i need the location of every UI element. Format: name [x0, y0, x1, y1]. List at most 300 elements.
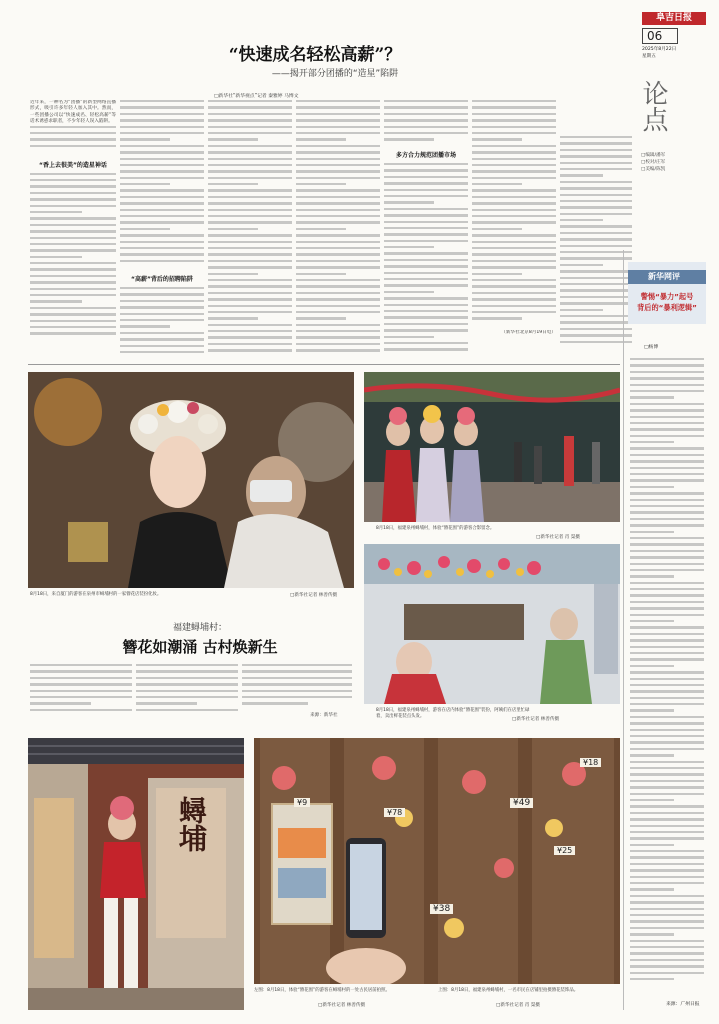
- text-line: [630, 914, 704, 916]
- text-line: [120, 319, 204, 321]
- text-line: [30, 173, 116, 175]
- text-line: [384, 284, 468, 286]
- photo-group-souvenir: [364, 372, 620, 522]
- price-tag: ¥38: [430, 904, 453, 914]
- text-line: [472, 209, 556, 211]
- photo-2-caption: 8月18日，福建泉州蟳埔村，体验“簪花围”的游客合影留念。: [376, 526, 495, 531]
- text-line: [296, 100, 380, 102]
- text-line: [120, 247, 204, 249]
- text-line: [120, 260, 204, 262]
- text-line: [630, 799, 674, 801]
- text-line: [472, 177, 556, 179]
- main-byline: □新华社“新华视点”记者 秦雅婷 马博文: [214, 94, 299, 99]
- text-line: [296, 234, 380, 236]
- page-number-box: [642, 28, 678, 44]
- text-line: [120, 241, 204, 243]
- text-line: [296, 285, 380, 287]
- text-line: [296, 158, 380, 160]
- text-line: [630, 697, 704, 699]
- text-line: [630, 793, 704, 795]
- article-lead: 近年来，一种名为“团播”的新型网络直播形式，吸引许多年轻人加入其中。然而，一些团播公司以“快速成名、轻松高薪”等话术诱惑求职者，不少年轻人误入陷阱。: [30, 100, 116, 125]
- article-column-6: [472, 100, 556, 356]
- text-line: [296, 164, 380, 166]
- text-line: [296, 209, 380, 211]
- text-line: [208, 305, 292, 307]
- text-line: [560, 257, 632, 259]
- article-column-3: [208, 100, 292, 356]
- text-line: [560, 296, 632, 298]
- text-line: [384, 336, 434, 338]
- text-line: [208, 266, 292, 268]
- text-line: [30, 709, 132, 711]
- text-line: [630, 972, 704, 974]
- text-line: [120, 345, 204, 347]
- text-line: [296, 177, 380, 179]
- text-line: [384, 329, 468, 331]
- text-line: [630, 588, 704, 590]
- text-line: [560, 321, 632, 323]
- text-line: [384, 195, 468, 197]
- text-line: [560, 283, 632, 285]
- text-line: [630, 479, 704, 481]
- text-line: [296, 221, 380, 223]
- text-line: [30, 320, 116, 322]
- section-title: 论点: [638, 80, 668, 132]
- text-line: [120, 138, 170, 140]
- text-line: [208, 100, 292, 102]
- text-line: [630, 403, 704, 405]
- text-line: [30, 237, 116, 239]
- text-line: [472, 100, 556, 102]
- text-line: [560, 232, 632, 234]
- text-line: [560, 181, 632, 183]
- photo-story-column-1: [30, 664, 132, 720]
- text-line: [630, 582, 704, 584]
- price-tag: ¥25: [554, 846, 575, 855]
- text-line: [242, 683, 352, 685]
- text-line: [30, 281, 116, 283]
- text-line: [30, 313, 116, 315]
- text-line: [630, 447, 704, 449]
- text-line: [630, 473, 704, 475]
- text-line: [472, 221, 556, 223]
- photo-shop-scene: [364, 544, 620, 704]
- text-line: [208, 273, 258, 275]
- text-line: [120, 106, 204, 108]
- text-line: [630, 908, 704, 910]
- text-line: [630, 946, 704, 948]
- text-line: [384, 113, 468, 115]
- text-line: [296, 279, 380, 281]
- text-line: [630, 735, 704, 737]
- text-line: [630, 837, 704, 839]
- text-line: [30, 307, 116, 309]
- text-line: [472, 151, 556, 153]
- text-lines: [30, 664, 132, 720]
- text-line: [384, 342, 468, 344]
- text-line: [630, 428, 704, 430]
- text-line: [630, 601, 704, 603]
- text-line: [560, 162, 632, 164]
- article-closing-note: （新华社北京8月19日电）: [501, 330, 556, 335]
- photo-flower-makeup: [28, 372, 354, 588]
- text-line: [630, 658, 704, 660]
- text-line: [296, 330, 380, 332]
- text-line: [296, 260, 380, 262]
- photo-1-credit: □新华社记者 林善传摄: [290, 593, 338, 598]
- text-line: [120, 183, 170, 185]
- text-line: [30, 138, 116, 140]
- text-line: [30, 288, 116, 290]
- text-line: [384, 246, 434, 248]
- text-line: [208, 343, 292, 345]
- text-lines: [208, 100, 292, 356]
- text-line: [630, 952, 704, 954]
- text-line: [560, 334, 632, 336]
- text-line: [208, 158, 292, 160]
- text-line: [120, 293, 204, 295]
- text-line: [472, 279, 556, 281]
- text-line: [472, 311, 556, 313]
- text-line: [296, 196, 380, 198]
- text-line: [472, 106, 556, 108]
- text-line: [208, 177, 292, 179]
- text-line: [630, 396, 674, 398]
- issue-date: 2025年8月22日: [642, 47, 677, 52]
- photo-story-headline: 簪花如潮涌 古村焕新生: [122, 638, 278, 656]
- text-line: [136, 670, 238, 672]
- text-line: [630, 767, 704, 769]
- text-line: [384, 240, 468, 242]
- text-line: [384, 100, 468, 102]
- text-line: [208, 106, 292, 108]
- text-line: [472, 260, 556, 262]
- text-line: [472, 170, 556, 172]
- text-line: [630, 716, 704, 718]
- text-line: [296, 247, 380, 249]
- text-line: [30, 677, 132, 679]
- text-line: [630, 563, 704, 565]
- text-line: [30, 205, 116, 207]
- article-column-4: [296, 100, 380, 356]
- text-line: [208, 253, 292, 255]
- text-line: [208, 349, 292, 351]
- text-line: [120, 119, 204, 121]
- text-line: [384, 233, 468, 235]
- text-line: [630, 646, 704, 648]
- text-line: [630, 607, 704, 609]
- text-line: [30, 702, 91, 704]
- text-line: [384, 272, 468, 274]
- text-line: [120, 196, 204, 198]
- text-line: [630, 920, 704, 922]
- photo-story-column-2: [136, 664, 238, 720]
- text-line: [630, 684, 704, 686]
- text-line: [30, 294, 116, 296]
- text-line: [120, 228, 170, 230]
- text-line: [384, 316, 468, 318]
- text-line: [630, 959, 704, 961]
- paper-name: 阜吉日报: [642, 12, 706, 25]
- text-line: [30, 275, 116, 277]
- text-line: [30, 262, 116, 264]
- text-line: [120, 300, 204, 302]
- text-line: [560, 309, 603, 311]
- photo-group-scene: [364, 372, 620, 522]
- text-line: [384, 201, 434, 203]
- text-line: [630, 416, 704, 418]
- proofreader-credit: □校对/庄军: [641, 160, 666, 165]
- text-line: [296, 266, 380, 268]
- text-line: [472, 292, 556, 294]
- photo-old-house: [28, 738, 244, 1010]
- text-line: [208, 330, 292, 332]
- text-line: [630, 895, 704, 897]
- text-lines: [242, 664, 352, 712]
- text-line: [208, 285, 292, 287]
- text-line: [296, 324, 380, 326]
- text-line: [630, 492, 704, 494]
- text-line: [630, 460, 704, 462]
- text-line: [208, 170, 292, 172]
- text-line: [630, 537, 704, 539]
- text-line: [630, 499, 704, 501]
- text-line: [630, 825, 704, 827]
- text-line: [296, 202, 380, 204]
- text-line: [472, 138, 522, 140]
- text-line: [296, 215, 380, 217]
- text-line: [560, 341, 632, 343]
- text-lines: [472, 100, 556, 330]
- text-line: [560, 270, 632, 272]
- text-line: [296, 253, 380, 255]
- text-line: [296, 138, 346, 140]
- text-line: [30, 326, 116, 328]
- text-line: [208, 183, 258, 185]
- text-line: [30, 249, 116, 251]
- text-line: [472, 273, 522, 275]
- side-column-author: □杨博: [644, 345, 659, 350]
- text-line: [630, 780, 704, 782]
- text-line: [384, 278, 468, 280]
- text-line: [296, 119, 380, 121]
- text-line: [384, 138, 434, 140]
- article-column-1: [30, 100, 116, 356]
- text-lines: [120, 100, 204, 270]
- text-line: [30, 300, 82, 302]
- photo-5-credit: □新华社记者 肖 渠摄: [496, 1003, 541, 1008]
- text-line: [630, 626, 704, 628]
- text-line: [384, 265, 468, 267]
- text-line: [296, 113, 380, 115]
- text-line: [630, 812, 704, 814]
- text-line: [630, 786, 704, 788]
- text-line: [560, 142, 632, 144]
- text-line: [630, 761, 704, 763]
- text-line: [30, 243, 116, 245]
- text-line: [630, 729, 704, 731]
- text-line: [630, 665, 674, 667]
- text-line: [296, 317, 346, 319]
- text-line: [208, 209, 292, 211]
- text-line: [208, 119, 292, 121]
- text-line: [136, 696, 238, 698]
- text-line: [296, 273, 346, 275]
- side-column-body: [630, 358, 704, 990]
- text-line: [242, 696, 352, 698]
- text-lines: [384, 163, 468, 356]
- text-line: [384, 259, 468, 261]
- text-line: [242, 690, 352, 692]
- issue-weekday: 星期五: [642, 54, 656, 59]
- text-line: [560, 136, 632, 138]
- text-line: [120, 234, 204, 236]
- text-line: [136, 709, 238, 711]
- text-line: [630, 441, 674, 443]
- article-column-7: [560, 136, 632, 348]
- text-line: [120, 170, 204, 172]
- photo-1-caption: 8月18日，来自厦门的游客在泉州市蟳埔村的一家簪花店装扮化妆。: [30, 592, 162, 597]
- text-line: [136, 677, 238, 679]
- text-line: [560, 200, 632, 202]
- text-line: [560, 206, 632, 208]
- text-line: [208, 298, 292, 300]
- text-line: [120, 132, 204, 134]
- text-line: [472, 189, 556, 191]
- text-line: [30, 185, 116, 187]
- text-line: [472, 228, 522, 230]
- text-line: [296, 145, 380, 147]
- text-line: [630, 364, 704, 366]
- text-line: [242, 702, 308, 704]
- price-tag: ¥78: [384, 808, 405, 817]
- text-line: [208, 221, 292, 223]
- text-line: [136, 683, 238, 685]
- text-line: [30, 132, 116, 134]
- text-line: [630, 511, 704, 513]
- text-line: [630, 773, 704, 775]
- text-lines: [296, 100, 380, 356]
- text-line: [630, 486, 674, 488]
- text-line: [30, 332, 116, 334]
- text-line: [384, 227, 468, 229]
- text-line: [208, 126, 292, 128]
- text-line: [296, 170, 380, 172]
- page-number: 06: [647, 29, 663, 43]
- text-line: [630, 556, 704, 558]
- section-credits: [641, 152, 665, 173]
- text-line: [120, 145, 204, 147]
- text-line: [472, 298, 556, 300]
- text-line: [136, 690, 238, 692]
- text-line: [630, 722, 704, 724]
- text-line: [472, 119, 556, 121]
- article-column-5: [384, 100, 468, 356]
- text-line: [296, 151, 380, 153]
- text-line: [630, 876, 704, 878]
- photo-old-house-scene: [28, 738, 244, 1010]
- text-line: [630, 633, 704, 635]
- text-line: [296, 343, 380, 345]
- text-line: [472, 126, 556, 128]
- text-line: [208, 260, 292, 262]
- text-line: [384, 291, 434, 293]
- text-line: [472, 234, 556, 236]
- text-line: [30, 224, 116, 226]
- text-line: [208, 189, 292, 191]
- text-line: [208, 164, 292, 166]
- text-line: [120, 202, 204, 204]
- text-lines: [30, 126, 116, 156]
- text-line: [296, 189, 380, 191]
- door-sign: 蟳埔: [175, 796, 208, 852]
- text-line: [630, 543, 704, 545]
- text-line: [472, 202, 556, 204]
- text-line: [30, 268, 116, 270]
- text-line: [120, 351, 204, 353]
- text-line: [630, 978, 674, 980]
- text-line: [560, 168, 632, 170]
- text-line: [30, 230, 116, 232]
- text-line: [630, 831, 704, 833]
- text-line: [630, 390, 704, 392]
- divider: [28, 364, 620, 365]
- text-line: [472, 253, 556, 255]
- text-line: [120, 100, 204, 102]
- photo-4-credit: □新华社记者 林善传摄: [318, 1003, 366, 1008]
- text-line: [472, 241, 556, 243]
- text-line: [630, 671, 704, 673]
- text-line: [560, 245, 632, 247]
- text-line: [296, 132, 380, 134]
- text-line: [630, 805, 704, 807]
- text-line: [30, 211, 82, 213]
- text-line: [120, 325, 170, 327]
- text-line: [472, 183, 522, 185]
- text-line: [136, 702, 197, 704]
- text-line: [296, 349, 380, 351]
- text-line: [630, 678, 704, 680]
- text-line: [384, 182, 468, 184]
- text-line: [630, 965, 704, 967]
- main-subheadline: ——揭开部分团播的“造星”陷阱: [271, 69, 399, 79]
- text-line: [630, 901, 704, 903]
- text-line: [472, 196, 556, 198]
- text-line: [384, 304, 468, 306]
- text-line: [560, 277, 632, 279]
- text-line: [384, 176, 468, 178]
- text-line: [30, 217, 116, 219]
- text-line: [630, 748, 704, 750]
- text-line: [120, 113, 204, 115]
- text-line: [630, 620, 674, 622]
- text-line: [630, 594, 704, 596]
- text-line: [630, 505, 704, 507]
- text-line: [630, 863, 704, 865]
- text-line: [560, 149, 632, 151]
- text-line: [472, 132, 556, 134]
- text-line: [472, 305, 556, 307]
- text-line: [630, 467, 704, 469]
- text-line: [120, 338, 204, 340]
- photo-3-caption: 8月18日，福建泉州蟳埔村，游客在店内体验“簪花围”装扮，阿姨们在店里忙碌着，卖出鲜花装点头发。: [376, 708, 530, 719]
- text-line: [30, 670, 132, 672]
- text-line: [630, 639, 704, 641]
- text-line: [560, 219, 603, 221]
- text-line: [208, 247, 292, 249]
- text-line: [384, 323, 468, 325]
- side-column-source: 来源：广州日报: [666, 1002, 700, 1007]
